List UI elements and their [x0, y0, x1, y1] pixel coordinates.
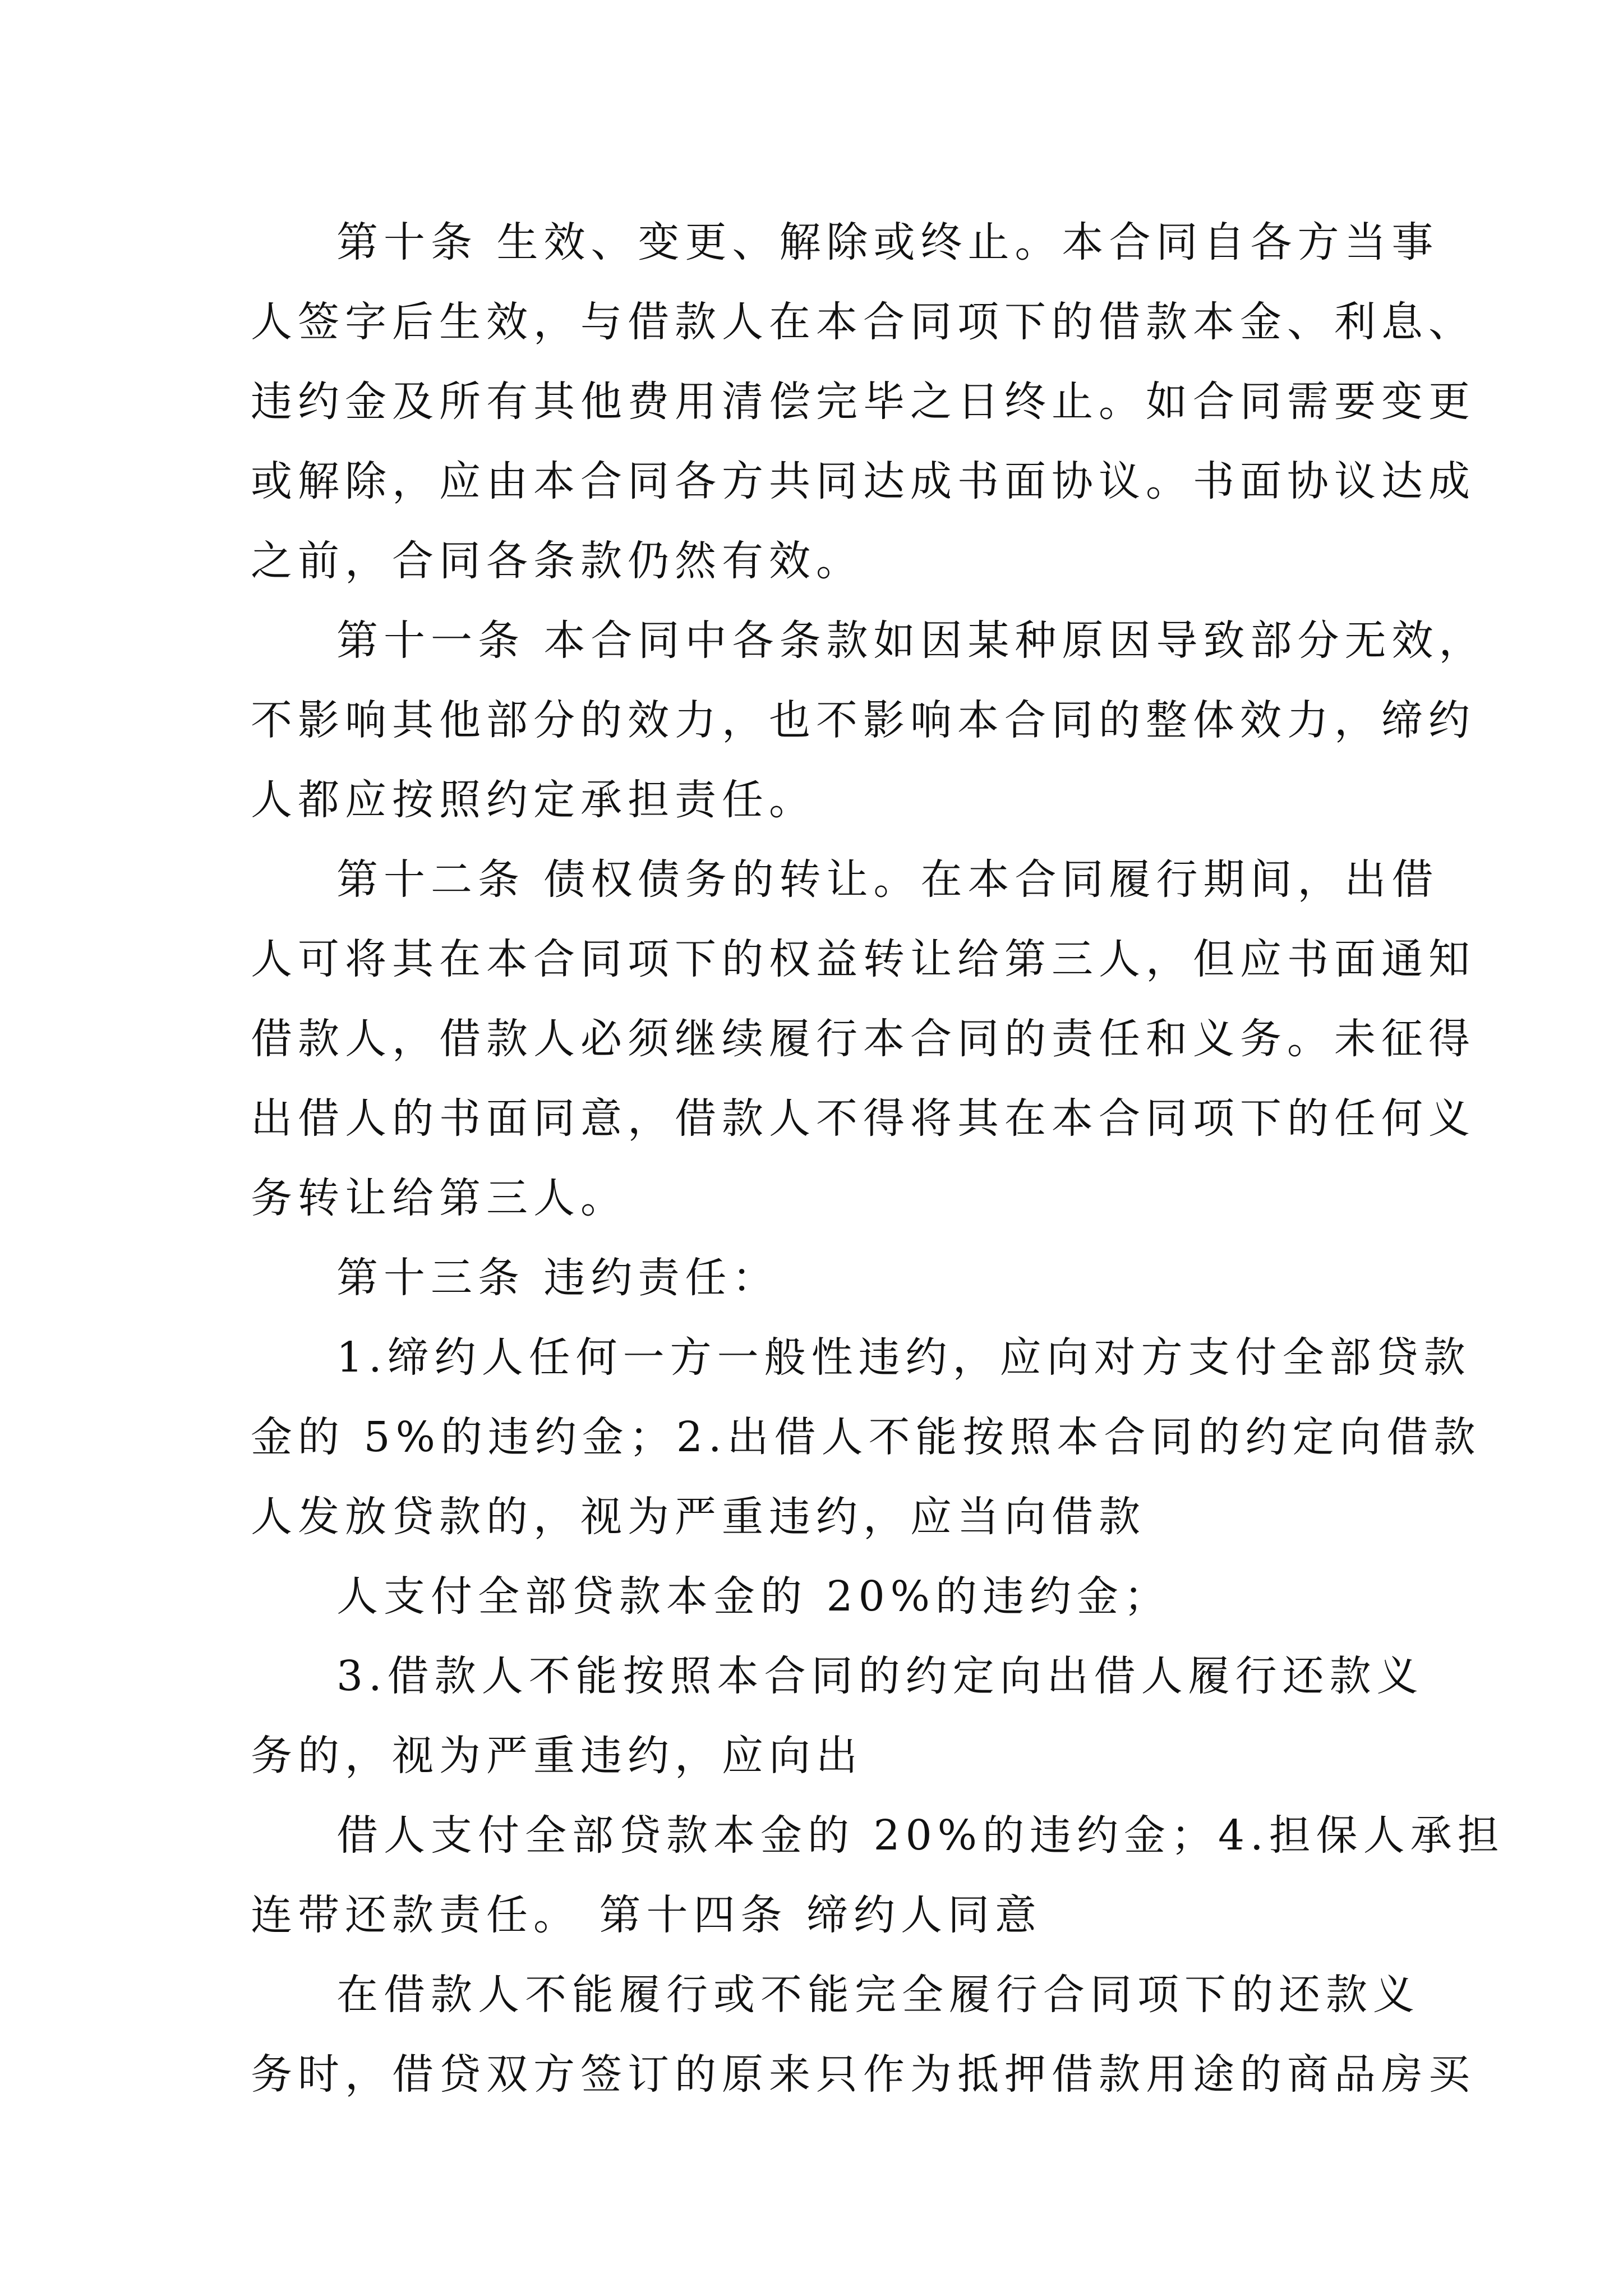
text-line: 第十条 生效、变更、解除或终止。本合同自各方当事	[336, 218, 1439, 266]
text-line: 之前，合同各条款仍然有效。	[251, 537, 863, 585]
text-line: 或解除，应由本合同各方共同达成书面协议。书面协议达成	[251, 457, 1476, 505]
text-line: 人可将其在本合同项下的权益转让给第三人，但应书面通知	[251, 935, 1476, 983]
text-line: 出借人的书面同意，借款人不得将其在本合同项下的任何义	[251, 1094, 1476, 1143]
text-line: 第十二条 债权债务的转让。在本合同履行期间，出借	[336, 855, 1439, 904]
text-line: 1.缔约人任何一方一般性违约，应向对方支付全部贷款	[336, 1333, 1471, 1382]
text-line: 第十一条 本合同中各条款如因某种原因导致部分无效，	[336, 616, 1486, 665]
text-line: 违约金及所有其他费用清偿完毕之日终止。如合同需要变更	[251, 378, 1476, 426]
text-line: 务转让给第三人。	[251, 1174, 628, 1222]
text-line: 金的 5%的违约金；2.出借人不能按照本合同的约定向借款	[251, 1413, 1481, 1461]
text-line: 不影响其他部分的效力，也不影响本合同的整体效力，缔约	[251, 696, 1476, 744]
text-line: 在借款人不能履行或不能完全履行合同项下的还款义	[336, 1971, 1420, 2019]
text-line: 人都应按照约定承担责任。	[251, 776, 816, 824]
text-line: 人发放贷款的，视为严重违约，应当向借款	[251, 1493, 1146, 1541]
text-line: 人支付全部贷款本金的 20%的违约金；	[336, 1572, 1171, 1621]
text-line: 3.借款人不能按照本合同的约定向出借人履行还款义	[336, 1652, 1424, 1700]
text-line: 人签字后生效，与借款人在本合同项下的借款本金、利息、	[251, 298, 1476, 346]
text-line: 连带还款责任。 第十四条 缔约人同意	[251, 1891, 1043, 1939]
text-line: 务的，视为严重违约，应向出	[251, 1732, 863, 1780]
text-line: 借款人，借款人必须继续履行本合同的责任和义务。未征得	[251, 1015, 1476, 1063]
text-line: 借人支付全部贷款本金的 20%的违约金；4.担保人承担	[336, 1811, 1505, 1860]
text-line: 务时，借贷双方签订的原来只作为抵押借款用途的商品房买	[251, 2050, 1476, 2099]
text-line: 第十三条 违约责任：	[336, 1254, 780, 1302]
